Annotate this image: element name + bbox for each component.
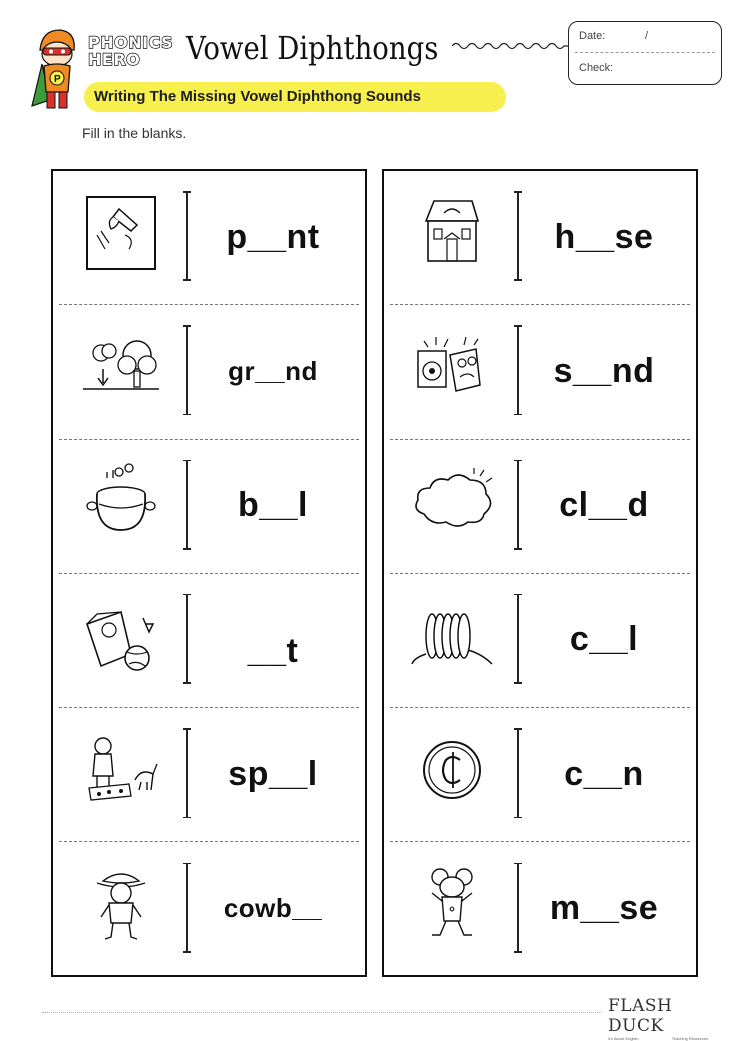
row-divider xyxy=(186,325,188,415)
left-word-panel xyxy=(51,169,367,977)
word-row xyxy=(53,843,365,977)
word-row xyxy=(53,171,365,305)
word-row xyxy=(384,305,696,439)
word-with-blanks[interactable]: __t xyxy=(247,632,299,671)
svg-text:P: P xyxy=(54,74,61,85)
word-row xyxy=(53,574,365,708)
row-divider xyxy=(186,728,188,818)
phonics-hero-mascot-icon xyxy=(28,26,84,112)
row-divider xyxy=(186,594,188,684)
subtitle: Writing The Missing Vowel Diphthong Sounds xyxy=(94,88,421,105)
phonics-hero-logo xyxy=(88,34,180,74)
logo-tagline-left: It's About English xyxy=(608,1036,639,1041)
row-divider xyxy=(517,460,519,550)
boiling-pot-icon xyxy=(79,460,163,544)
word-with-blanks[interactable]: s__nd xyxy=(553,351,655,390)
logo-text: FLASH DUCK xyxy=(608,996,673,1036)
spoil-icon xyxy=(79,728,163,812)
instruction-text: Fill in the blanks. xyxy=(82,125,187,141)
row-divider xyxy=(186,460,188,550)
brand-line-2: HERO xyxy=(88,50,141,69)
brand-line-1: PHONICS xyxy=(88,33,174,52)
ball-out-of-box-icon xyxy=(79,594,163,678)
row-divider xyxy=(517,191,519,281)
date-separator: / xyxy=(645,30,649,42)
row-divider xyxy=(517,594,519,684)
word-with-blanks[interactable]: c__l xyxy=(569,620,639,659)
word-row xyxy=(384,843,696,977)
page-title: Vowel Diphthongs xyxy=(186,29,439,67)
word-with-blanks[interactable]: h__se xyxy=(554,217,654,256)
word-row xyxy=(53,440,365,574)
word-with-blanks[interactable]: gr__nd xyxy=(228,355,318,386)
row-divider xyxy=(186,863,188,953)
right-word-panel xyxy=(382,169,698,977)
word-with-blanks[interactable]: p__nt xyxy=(226,217,320,256)
word-with-blanks[interactable]: cl__d xyxy=(559,486,649,525)
check-label: Check: xyxy=(579,62,614,74)
word-row xyxy=(384,171,696,305)
word-with-blanks[interactable]: sp__l xyxy=(228,754,318,793)
sound-speaker-icon xyxy=(410,325,494,409)
cowboy-icon xyxy=(79,863,163,947)
ground-icon xyxy=(79,325,163,409)
logo-tagline-right: Teaching Resources xyxy=(671,1036,708,1041)
mouse-icon xyxy=(410,863,494,947)
coil-icon xyxy=(410,594,494,678)
row-divider xyxy=(517,325,519,415)
coin-icon xyxy=(410,728,494,812)
flash-duck-logo xyxy=(608,996,720,1041)
squiggle-line-icon xyxy=(452,40,570,52)
word-row xyxy=(384,574,696,708)
word-row xyxy=(53,708,365,842)
word-row xyxy=(384,440,696,574)
word-with-blanks[interactable]: m__se xyxy=(549,889,659,927)
word-row xyxy=(53,305,365,439)
cloud-icon xyxy=(410,460,494,544)
row-divider xyxy=(517,863,519,953)
date-check-box xyxy=(568,21,722,85)
row-divider xyxy=(186,191,188,281)
word-with-blanks[interactable]: cowb__ xyxy=(223,893,323,923)
word-row xyxy=(384,708,696,842)
date-label: Date: xyxy=(579,30,606,42)
footer-dotted-line xyxy=(42,1012,602,1013)
row-divider xyxy=(517,728,519,818)
house-icon xyxy=(410,191,494,275)
word-with-blanks[interactable]: b__l xyxy=(237,486,309,525)
word-with-blanks[interactable]: c__n xyxy=(564,754,644,793)
painting-icon xyxy=(79,191,163,275)
date-divider xyxy=(575,52,715,53)
